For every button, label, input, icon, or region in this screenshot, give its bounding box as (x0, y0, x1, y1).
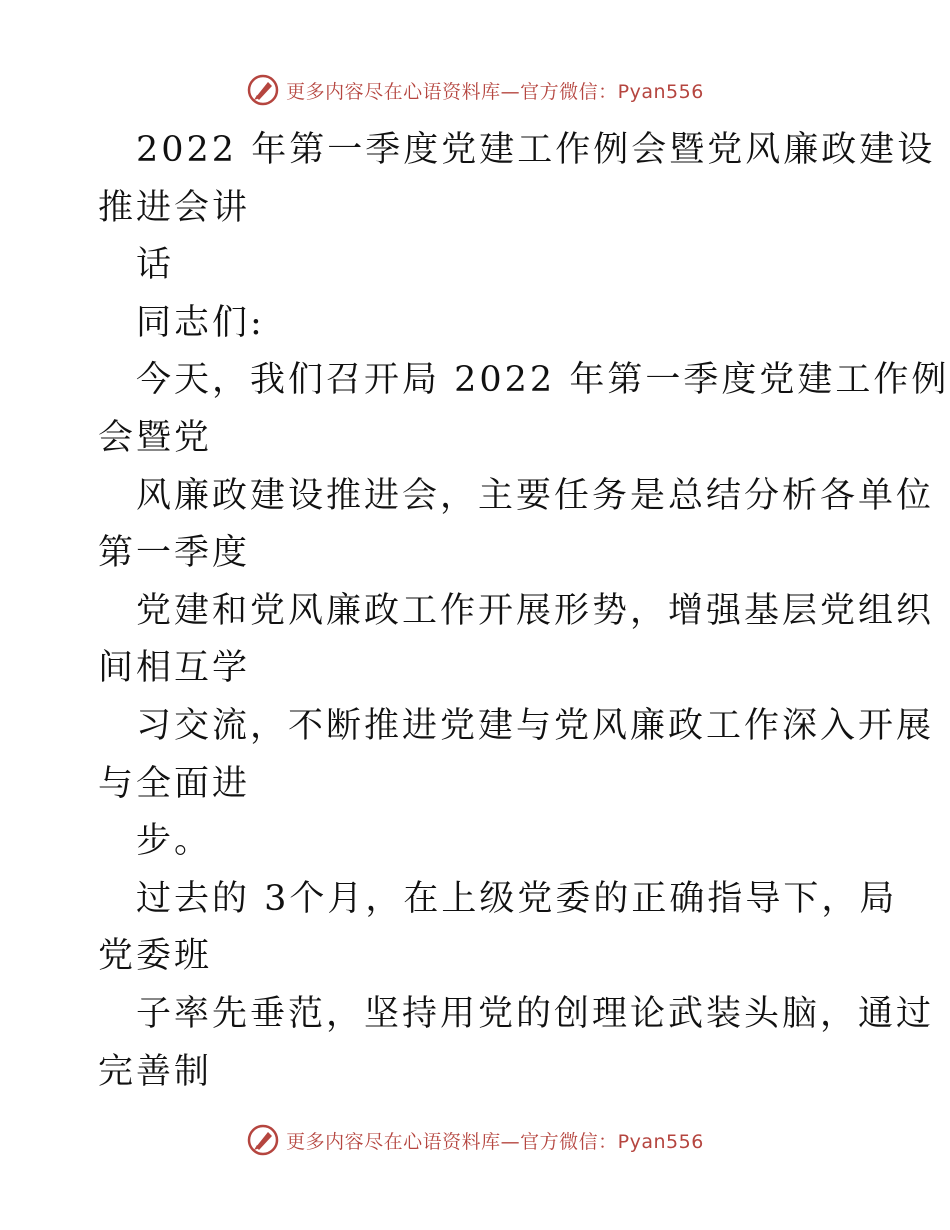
watermark-text: 更多内容尽在心语资料库—官方微信：Pyan556 (286, 1130, 704, 1153)
text-line: 2022 年第一季度党建工作例会暨党风廉政建设 (136, 130, 936, 170)
pen-nib-logo-icon (246, 73, 280, 107)
watermark-header (0, 70, 950, 110)
text-line: 风廉政建设推进会，主要任务是总结分析各单位 (136, 475, 935, 516)
text-line: 党委班 (98, 936, 213, 977)
text-line: 步。 (136, 821, 213, 862)
text-line: 与全面进 (98, 763, 251, 804)
text-line: 完善制 (98, 1051, 213, 1092)
text-line: 子率先垂范，坚持用党的创理论武装头脑，通过 (136, 993, 935, 1034)
watermark-footer (0, 1120, 950, 1160)
pen-nib-logo-icon (246, 1123, 280, 1157)
text-line: 话 (136, 245, 175, 286)
text-line: 党建和党风廉政工作开展形势，增强基层党组织 (136, 590, 935, 631)
text-line: 推进会讲 (98, 187, 251, 228)
text-line: 习交流，不断推进党建与党风廉政工作深入开展 (136, 705, 935, 746)
text-line: 第一季度 (98, 533, 251, 574)
text-line: 会暨党 (98, 417, 213, 458)
watermark-text: 更多内容尽在心语资料库—官方微信：Pyan556 (286, 80, 704, 103)
text-line: 过去的 3个月，在上级党委的正确指导下，局 (136, 878, 898, 919)
text-line: 间相互学 (98, 648, 251, 689)
text-line: 同志们: (136, 302, 265, 343)
document-body (98, 122, 950, 1101)
text-line: 今天，我们召开局 2022 年第一季度党建工作例 (136, 360, 950, 401)
